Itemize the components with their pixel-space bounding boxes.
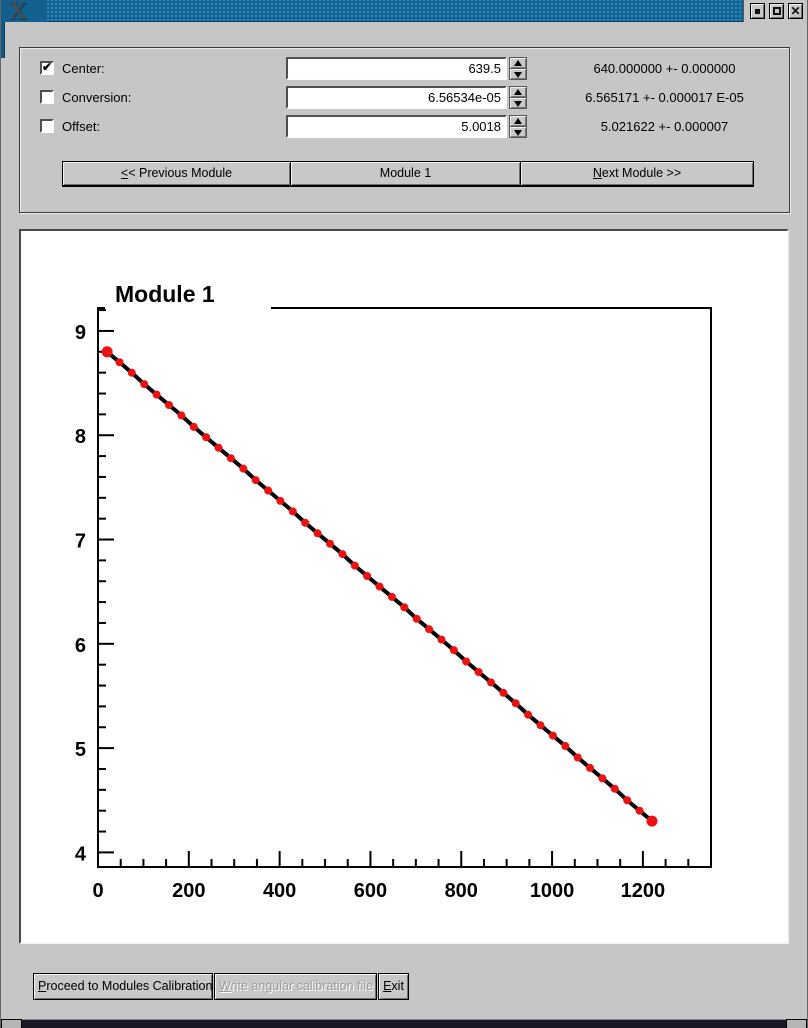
conversion-label: Conversion: (62, 90, 132, 105)
svg-text:8: 8 (74, 426, 86, 449)
svg-text:800: 800 (444, 880, 478, 902)
center-spinner (509, 57, 527, 80)
conversion-spinner (509, 86, 527, 109)
close-icon: ✕ (790, 4, 801, 18)
conversion-row (20, 88, 789, 112)
center-input[interactable] (286, 57, 507, 80)
fit-parameters-panel (19, 47, 790, 213)
center-fit-result: 640.000000 +- 0.000000 (593, 61, 736, 76)
svg-text:0: 0 (92, 880, 104, 902)
conversion-checkbox[interactable] (40, 90, 54, 104)
module-navigation (62, 161, 754, 187)
center-row (20, 59, 789, 83)
center-label: Center: (62, 61, 105, 76)
write-angular-calibration-file-button[interactable]: Write angular calibration file (214, 973, 377, 1000)
center-spin-down-button[interactable] (509, 69, 527, 80)
offset-spinner (509, 115, 527, 138)
offset-spin-down-button[interactable] (509, 127, 527, 138)
current-module-button[interactable]: Module 1 (290, 161, 521, 187)
arrow-down-icon (514, 72, 522, 78)
resize-corner-left[interactable] (1, 1019, 22, 1028)
offset-fit-result: 5.021622 +- 0.000007 (600, 119, 729, 134)
minimize-button[interactable] (750, 3, 765, 19)
svg-text:6: 6 (74, 634, 86, 657)
center-checkbox[interactable] (40, 61, 54, 75)
offset-label: Offset: (62, 119, 101, 134)
conversion-fit-result: 6.565171 +- 0.000017 E-05 (585, 90, 744, 105)
resize-corner-right[interactable] (786, 1019, 807, 1028)
svg-text:4: 4 (74, 843, 86, 866)
previous-module-button[interactable]: << Previous Module (62, 161, 291, 187)
svg-text:200: 200 (172, 880, 206, 902)
arrow-up-icon (514, 118, 522, 124)
offset-checkbox[interactable] (40, 119, 54, 133)
proceed-to-modules-calibration-button[interactable]: Proceed to Modules Calibration (33, 973, 213, 1000)
svg-text:1200: 1200 (620, 880, 666, 902)
offset-input[interactable] (286, 115, 507, 138)
frame-notch (1, 22, 5, 58)
conversion-spin-down-button[interactable] (509, 98, 527, 109)
window-controls (743, 0, 807, 22)
svg-text:600: 600 (353, 880, 388, 902)
offset-spin-up-button[interactable] (509, 115, 527, 127)
next-module-button[interactable]: Next Module >> (520, 161, 754, 187)
close-button[interactable] (788, 3, 803, 19)
arrow-down-icon (514, 130, 522, 136)
minimize-icon (755, 9, 760, 14)
svg-text:Module 1: Module 1 (115, 281, 215, 307)
window-resize-frame[interactable] (1, 1019, 807, 1028)
x11-logo-icon: X (9, 0, 25, 25)
arrow-up-icon (514, 89, 522, 95)
svg-text:5: 5 (74, 739, 86, 762)
center-spin-up-button[interactable] (509, 57, 527, 69)
svg-text:400: 400 (262, 880, 297, 902)
svg-text:9: 9 (74, 321, 86, 344)
module-calibration-chart (21, 231, 787, 942)
maximize-button[interactable] (769, 3, 784, 19)
plot-canvas[interactable] (19, 229, 789, 944)
svg-text:7: 7 (74, 530, 86, 553)
title-bar[interactable] (1, 0, 807, 25)
svg-text:1000: 1000 (529, 880, 575, 902)
conversion-input[interactable] (286, 86, 507, 109)
maximize-icon (773, 7, 781, 15)
exit-button[interactable]: Exit (378, 973, 409, 1000)
offset-row (20, 117, 789, 141)
arrow-up-icon (514, 60, 522, 66)
conversion-spin-up-button[interactable] (509, 86, 527, 98)
arrow-down-icon (514, 101, 522, 107)
